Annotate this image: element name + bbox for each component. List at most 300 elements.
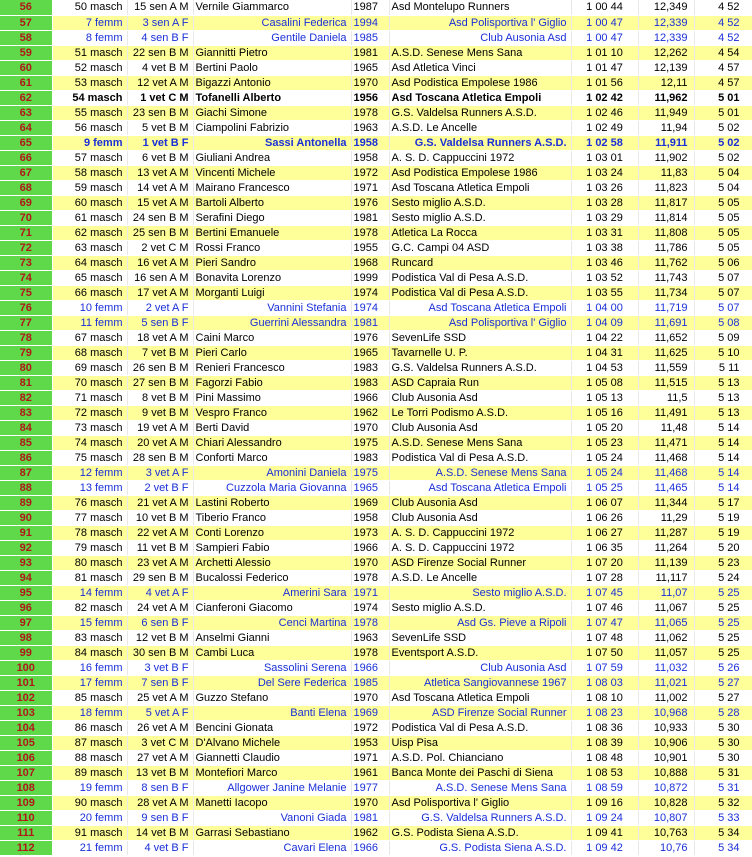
speed-cell: 11,48 — [638, 420, 694, 435]
pace-cell: 5 04 — [694, 165, 752, 180]
speed-cell: 11,691 — [638, 315, 694, 330]
table-row — [0, 240, 752, 255]
birth-year-cell: 1953 — [351, 735, 389, 750]
finish-time-cell: 1 08 36 — [571, 720, 638, 735]
pace-cell: 4 52 — [694, 30, 752, 45]
pace-cell: 5 06 — [694, 255, 752, 270]
table-row — [0, 585, 752, 600]
team-cell: Le Torri Podismo A.S.D. — [389, 405, 571, 420]
category-rank-cell: 2 vet B F — [127, 480, 193, 495]
finish-time-cell: 1 07 47 — [571, 615, 638, 630]
category-rank-cell: 11 vet B M — [127, 540, 193, 555]
finish-time-cell: 1 02 42 — [571, 90, 638, 105]
category-rank-cell: 27 vet A M — [127, 750, 193, 765]
finish-time-cell: 1 03 46 — [571, 255, 638, 270]
athlete-name-cell: Berti David — [193, 420, 351, 435]
finish-time-cell: 1 08 39 — [571, 735, 638, 750]
birth-year-cell: 1965 — [351, 60, 389, 75]
finish-time-cell: 1 04 53 — [571, 360, 638, 375]
pace-cell: 5 30 — [694, 720, 752, 735]
position-cell: 91 — [0, 525, 52, 540]
position-cell: 110 — [0, 810, 52, 825]
team-cell: G.S. Valdelsa Runners A.S.D. — [389, 360, 571, 375]
birth-year-cell: 1963 — [351, 120, 389, 135]
birth-year-cell: 1971 — [351, 180, 389, 195]
birth-year-cell: 1973 — [351, 525, 389, 540]
finish-time-cell: 1 02 58 — [571, 135, 638, 150]
athlete-name-cell: Renieri Francesco — [193, 360, 351, 375]
gender-rank-cell: 78 masch — [52, 525, 127, 540]
team-cell: Podistica Val di Pesa A.S.D. — [389, 720, 571, 735]
team-cell: Runcard — [389, 255, 571, 270]
table-row — [0, 375, 752, 390]
table-row — [0, 615, 752, 630]
table-row — [0, 810, 752, 825]
pace-cell: 5 19 — [694, 525, 752, 540]
position-cell: 99 — [0, 645, 52, 660]
team-cell: Podistica Val di Pesa A.S.D. — [389, 450, 571, 465]
team-cell: A. S. D. Cappuccini 1972 — [389, 525, 571, 540]
position-cell: 88 — [0, 480, 52, 495]
gender-rank-cell: 65 masch — [52, 270, 127, 285]
birth-year-cell: 1965 — [351, 480, 389, 495]
team-cell: A. S. D. Cappuccini 1972 — [389, 150, 571, 165]
birth-year-cell: 1968 — [351, 255, 389, 270]
finish-time-cell: 1 05 24 — [571, 465, 638, 480]
athlete-name-cell: Bartoli Alberto — [193, 195, 351, 210]
birth-year-cell: 1966 — [351, 390, 389, 405]
gender-rank-cell: 58 masch — [52, 165, 127, 180]
gender-rank-cell: 16 femm — [52, 660, 127, 675]
category-rank-cell: 4 vet B F — [127, 840, 193, 855]
gender-rank-cell: 54 masch — [52, 90, 127, 105]
pace-cell: 5 19 — [694, 510, 752, 525]
category-rank-cell: 28 sen B M — [127, 450, 193, 465]
category-rank-cell: 2 vet A F — [127, 300, 193, 315]
speed-cell: 11,786 — [638, 240, 694, 255]
athlete-name-cell: Sassolini Serena — [193, 660, 351, 675]
position-cell: 93 — [0, 555, 52, 570]
speed-cell: 11,067 — [638, 600, 694, 615]
table-row — [0, 435, 752, 450]
athlete-name-cell: Bertini Emanuele — [193, 225, 351, 240]
speed-cell: 11,823 — [638, 180, 694, 195]
pace-cell: 5 25 — [694, 615, 752, 630]
pace-cell: 5 13 — [694, 390, 752, 405]
team-cell: Asd Atletica Vinci — [389, 60, 571, 75]
birth-year-cell: 1965 — [351, 345, 389, 360]
finish-time-cell: 1 03 26 — [571, 180, 638, 195]
category-rank-cell: 12 vet B M — [127, 630, 193, 645]
position-cell: 98 — [0, 630, 52, 645]
finish-time-cell: 1 04 00 — [571, 300, 638, 315]
birth-year-cell: 1971 — [351, 585, 389, 600]
position-cell: 97 — [0, 615, 52, 630]
finish-time-cell: 1 05 13 — [571, 390, 638, 405]
birth-year-cell: 1981 — [351, 210, 389, 225]
table-row — [0, 660, 752, 675]
gender-rank-cell: 82 masch — [52, 600, 127, 615]
birth-year-cell: 1962 — [351, 825, 389, 840]
gender-rank-cell: 62 masch — [52, 225, 127, 240]
gender-rank-cell: 63 masch — [52, 240, 127, 255]
athlete-name-cell: Rossi Franco — [193, 240, 351, 255]
table-row — [0, 570, 752, 585]
athlete-name-cell: Giannetti Claudio — [193, 750, 351, 765]
speed-cell: 10,76 — [638, 840, 694, 855]
finish-time-cell: 1 00 47 — [571, 15, 638, 30]
team-cell: SevenLife SSD — [389, 330, 571, 345]
position-cell: 85 — [0, 435, 52, 450]
speed-cell: 11,468 — [638, 450, 694, 465]
category-rank-cell: 3 vet A F — [127, 465, 193, 480]
speed-cell: 11,5 — [638, 390, 694, 405]
athlete-name-cell: Conforti Marco — [193, 450, 351, 465]
pace-cell: 4 57 — [694, 75, 752, 90]
pace-cell: 5 13 — [694, 375, 752, 390]
finish-time-cell: 1 05 16 — [571, 405, 638, 420]
team-cell: Asd Podistica Empolese 1986 — [389, 75, 571, 90]
gender-rank-cell: 89 masch — [52, 765, 127, 780]
position-cell: 81 — [0, 375, 52, 390]
team-cell: G.S. Valdelsa Runners A.S.D. — [389, 105, 571, 120]
finish-time-cell: 1 07 48 — [571, 630, 638, 645]
category-rank-cell: 16 sen A M — [127, 270, 193, 285]
table-row — [0, 555, 752, 570]
speed-cell: 11,117 — [638, 570, 694, 585]
table-row — [0, 705, 752, 720]
athlete-name-cell: Bertini Paolo — [193, 60, 351, 75]
category-rank-cell: 27 sen B M — [127, 375, 193, 390]
birth-year-cell: 1966 — [351, 540, 389, 555]
speed-cell: 10,828 — [638, 795, 694, 810]
team-cell: A.S.D. Le Ancelle — [389, 570, 571, 585]
speed-cell: 11,814 — [638, 210, 694, 225]
finish-time-cell: 1 05 08 — [571, 375, 638, 390]
finish-time-cell: 1 03 28 — [571, 195, 638, 210]
team-cell: Sesto miglio A.S.D. — [389, 585, 571, 600]
athlete-name-cell: Cianferoni Giacomo — [193, 600, 351, 615]
speed-cell: 11,29 — [638, 510, 694, 525]
table-row — [0, 600, 752, 615]
category-rank-cell: 1 vet B F — [127, 135, 193, 150]
category-rank-cell: 25 vet A M — [127, 690, 193, 705]
gender-rank-cell: 50 masch — [52, 0, 127, 15]
position-cell: 73 — [0, 255, 52, 270]
position-cell: 60 — [0, 60, 52, 75]
position-cell: 69 — [0, 195, 52, 210]
gender-rank-cell: 14 femm — [52, 585, 127, 600]
position-cell: 68 — [0, 180, 52, 195]
team-cell: Asd Podistica Empolese 1986 — [389, 165, 571, 180]
table-row — [0, 15, 752, 30]
pace-cell: 4 57 — [694, 60, 752, 75]
finish-time-cell: 1 03 38 — [571, 240, 638, 255]
position-cell: 65 — [0, 135, 52, 150]
gender-rank-cell: 91 masch — [52, 825, 127, 840]
speed-cell: 11,07 — [638, 585, 694, 600]
finish-time-cell: 1 08 10 — [571, 690, 638, 705]
athlete-name-cell: Tofanelli Alberto — [193, 90, 351, 105]
pace-cell: 5 04 — [694, 180, 752, 195]
birth-year-cell: 1974 — [351, 600, 389, 615]
category-rank-cell: 12 vet A M — [127, 75, 193, 90]
table-row — [0, 405, 752, 420]
position-cell: 87 — [0, 465, 52, 480]
finish-time-cell: 1 05 24 — [571, 450, 638, 465]
athlete-name-cell: Bonavita Lorenzo — [193, 270, 351, 285]
table-row — [0, 675, 752, 690]
gender-rank-cell: 84 masch — [52, 645, 127, 660]
team-cell: G.C. Campi 04 ASD — [389, 240, 571, 255]
gender-rank-cell: 74 masch — [52, 435, 127, 450]
finish-time-cell: 1 08 53 — [571, 765, 638, 780]
birth-year-cell: 1978 — [351, 225, 389, 240]
position-cell: 56 — [0, 0, 52, 15]
gender-rank-cell: 71 masch — [52, 390, 127, 405]
category-rank-cell: 3 vet B F — [127, 660, 193, 675]
birth-year-cell: 1955 — [351, 240, 389, 255]
position-cell: 96 — [0, 600, 52, 615]
team-cell: Banca Monte dei Paschi di Siena — [389, 765, 571, 780]
birth-year-cell: 1983 — [351, 360, 389, 375]
position-cell: 75 — [0, 285, 52, 300]
gender-rank-cell: 7 femm — [52, 15, 127, 30]
position-cell: 57 — [0, 15, 52, 30]
athlete-name-cell: Pini Massimo — [193, 390, 351, 405]
pace-cell: 5 14 — [694, 480, 752, 495]
birth-year-cell: 1985 — [351, 30, 389, 45]
gender-rank-cell: 57 masch — [52, 150, 127, 165]
table-row — [0, 300, 752, 315]
gender-rank-cell: 53 masch — [52, 75, 127, 90]
position-cell: 101 — [0, 675, 52, 690]
table-row — [0, 795, 752, 810]
table-row — [0, 540, 752, 555]
pace-cell: 5 30 — [694, 735, 752, 750]
birth-year-cell: 1976 — [351, 195, 389, 210]
speed-cell: 11,817 — [638, 195, 694, 210]
birth-year-cell: 1978 — [351, 105, 389, 120]
team-cell: A.S.D. Senese Mens Sana — [389, 465, 571, 480]
position-cell: 108 — [0, 780, 52, 795]
table-row — [0, 525, 752, 540]
category-rank-cell: 10 vet B M — [127, 510, 193, 525]
athlete-name-cell: Guerrini Alessandra — [193, 315, 351, 330]
table-row — [0, 270, 752, 285]
gender-rank-cell: 8 femm — [52, 30, 127, 45]
pace-cell: 5 25 — [694, 630, 752, 645]
athlete-name-cell: Amonini Daniela — [193, 465, 351, 480]
birth-year-cell: 1971 — [351, 750, 389, 765]
gender-rank-cell: 75 masch — [52, 450, 127, 465]
table-row — [0, 750, 752, 765]
speed-cell: 10,763 — [638, 825, 694, 840]
team-cell: Uisp Pisa — [389, 735, 571, 750]
pace-cell: 5 13 — [694, 405, 752, 420]
table-row — [0, 150, 752, 165]
table-row — [0, 30, 752, 45]
position-cell: 76 — [0, 300, 52, 315]
table-row — [0, 495, 752, 510]
position-cell: 61 — [0, 75, 52, 90]
gender-rank-cell: 72 masch — [52, 405, 127, 420]
speed-cell: 12,139 — [638, 60, 694, 75]
position-cell: 64 — [0, 120, 52, 135]
gender-rank-cell: 59 masch — [52, 180, 127, 195]
position-cell: 77 — [0, 315, 52, 330]
pace-cell: 5 26 — [694, 660, 752, 675]
birth-year-cell: 1978 — [351, 645, 389, 660]
birth-year-cell: 1970 — [351, 420, 389, 435]
finish-time-cell: 1 09 42 — [571, 840, 638, 855]
category-rank-cell: 14 vet A M — [127, 180, 193, 195]
team-cell: Asd Montelupo Runners — [389, 0, 571, 15]
pace-cell: 5 11 — [694, 360, 752, 375]
table-row — [0, 720, 752, 735]
athlete-name-cell: Archetti Alessio — [193, 555, 351, 570]
gender-rank-cell: 76 masch — [52, 495, 127, 510]
pace-cell: 5 32 — [694, 795, 752, 810]
speed-cell: 11,559 — [638, 360, 694, 375]
athlete-name-cell: Giuliani Andrea — [193, 150, 351, 165]
speed-cell: 11,465 — [638, 480, 694, 495]
pace-cell: 5 05 — [694, 225, 752, 240]
position-cell: 84 — [0, 420, 52, 435]
table-row — [0, 90, 752, 105]
finish-time-cell: 1 08 23 — [571, 705, 638, 720]
athlete-name-cell: Cambi Luca — [193, 645, 351, 660]
finish-time-cell: 1 06 35 — [571, 540, 638, 555]
speed-cell: 10,872 — [638, 780, 694, 795]
finish-time-cell: 1 09 41 — [571, 825, 638, 840]
speed-cell: 11,652 — [638, 330, 694, 345]
category-rank-cell: 23 sen B M — [127, 105, 193, 120]
athlete-name-cell: Pieri Sandro — [193, 255, 351, 270]
athlete-name-cell: Giannitti Pietro — [193, 45, 351, 60]
birth-year-cell: 1970 — [351, 795, 389, 810]
finish-time-cell: 1 05 23 — [571, 435, 638, 450]
team-cell: Club Ausonia Asd — [389, 390, 571, 405]
athlete-name-cell: Bigazzi Antonio — [193, 75, 351, 90]
position-cell: 107 — [0, 765, 52, 780]
position-cell: 67 — [0, 165, 52, 180]
table-row — [0, 780, 752, 795]
table-row — [0, 645, 752, 660]
table-row — [0, 420, 752, 435]
table-row — [0, 45, 752, 60]
category-rank-cell: 21 vet A M — [127, 495, 193, 510]
birth-year-cell: 1956 — [351, 90, 389, 105]
team-cell: ASD Firenze Social Runner — [389, 555, 571, 570]
pace-cell: 4 54 — [694, 45, 752, 60]
pace-cell: 5 25 — [694, 600, 752, 615]
table-row — [0, 330, 752, 345]
gender-rank-cell: 52 masch — [52, 60, 127, 75]
gender-rank-cell: 19 femm — [52, 780, 127, 795]
birth-year-cell: 1987 — [351, 0, 389, 15]
position-cell: 89 — [0, 495, 52, 510]
table-row — [0, 510, 752, 525]
team-cell: Atletica Sangiovannese 1967 — [389, 675, 571, 690]
speed-cell: 11,808 — [638, 225, 694, 240]
pace-cell: 5 20 — [694, 540, 752, 555]
athlete-name-cell: Fagorzi Fabio — [193, 375, 351, 390]
team-cell: Tavarnelle U. P. — [389, 345, 571, 360]
speed-cell: 12,339 — [638, 30, 694, 45]
birth-year-cell: 1972 — [351, 165, 389, 180]
team-cell: Asd Polisportiva l' Giglio — [389, 15, 571, 30]
finish-time-cell: 1 05 20 — [571, 420, 638, 435]
pace-cell: 5 25 — [694, 645, 752, 660]
gender-rank-cell: 55 masch — [52, 105, 127, 120]
athlete-name-cell: Vespro Franco — [193, 405, 351, 420]
pace-cell: 5 30 — [694, 750, 752, 765]
finish-time-cell: 1 08 48 — [571, 750, 638, 765]
category-rank-cell: 23 vet A M — [127, 555, 193, 570]
athlete-name-cell: Cuzzola Maria Giovanna — [193, 480, 351, 495]
category-rank-cell: 8 vet B M — [127, 390, 193, 405]
team-cell: Club Ausonia Asd — [389, 420, 571, 435]
pace-cell: 5 34 — [694, 825, 752, 840]
birth-year-cell: 1962 — [351, 405, 389, 420]
team-cell: A.S.D. Senese Mens Sana — [389, 780, 571, 795]
gender-rank-cell: 9 femm — [52, 135, 127, 150]
gender-rank-cell: 17 femm — [52, 675, 127, 690]
team-cell: Asd Polisportiva l' Giglio — [389, 315, 571, 330]
finish-time-cell: 1 03 01 — [571, 150, 638, 165]
speed-cell: 11,734 — [638, 285, 694, 300]
finish-time-cell: 1 00 47 — [571, 30, 638, 45]
position-cell: 83 — [0, 405, 52, 420]
pace-cell: 4 52 — [694, 0, 752, 15]
pace-cell: 5 23 — [694, 555, 752, 570]
team-cell: SevenLife SSD — [389, 630, 571, 645]
gender-rank-cell: 11 femm — [52, 315, 127, 330]
finish-time-cell: 1 05 25 — [571, 480, 638, 495]
team-cell: Asd Gs. Pieve a Ripoli — [389, 615, 571, 630]
finish-time-cell: 1 07 45 — [571, 585, 638, 600]
table-row — [0, 630, 752, 645]
category-rank-cell: 1 vet C M — [127, 90, 193, 105]
birth-year-cell: 1976 — [351, 330, 389, 345]
speed-cell: 11,057 — [638, 645, 694, 660]
category-rank-cell: 22 vet A M — [127, 525, 193, 540]
speed-cell: 11,911 — [638, 135, 694, 150]
speed-cell: 11,032 — [638, 660, 694, 675]
gender-rank-cell: 80 masch — [52, 555, 127, 570]
birth-year-cell: 1958 — [351, 135, 389, 150]
table-row — [0, 120, 752, 135]
team-cell: Asd Toscana Atletica Empoli — [389, 300, 571, 315]
athlete-name-cell: Allgower Janine Melanie — [193, 780, 351, 795]
position-cell: 95 — [0, 585, 52, 600]
athlete-name-cell: Del Sere Federica — [193, 675, 351, 690]
position-cell: 106 — [0, 750, 52, 765]
team-cell: G.S. Podista Siena A.S.D. — [389, 825, 571, 840]
gender-rank-cell: 21 femm — [52, 840, 127, 855]
team-cell: Sesto miglio A.S.D. — [389, 210, 571, 225]
speed-cell: 11,83 — [638, 165, 694, 180]
athlete-name-cell: D'Alvano Michele — [193, 735, 351, 750]
team-cell: Podistica Val di Pesa A.S.D. — [389, 270, 571, 285]
athlete-name-cell: Bencini Gionata — [193, 720, 351, 735]
category-rank-cell: 3 vet C M — [127, 735, 193, 750]
position-cell: 109 — [0, 795, 52, 810]
birth-year-cell: 1975 — [351, 435, 389, 450]
category-rank-cell: 5 vet A F — [127, 705, 193, 720]
pace-cell: 5 14 — [694, 420, 752, 435]
